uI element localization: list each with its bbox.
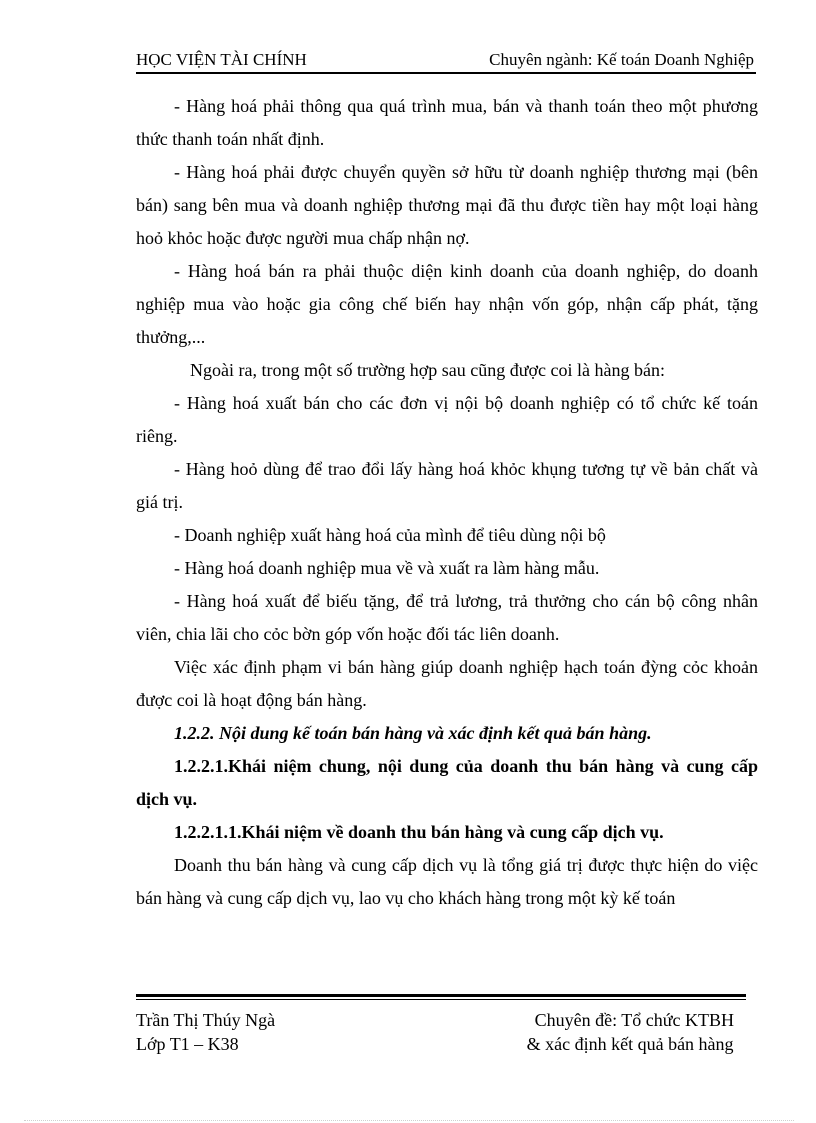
footer-rule-thin: [136, 999, 746, 1000]
paragraph: Việc xác định phạm vi bán hàng giúp doanh nghiệp hạch toán đỳng cỏc khoản được coi là hoạt động bán hàng.: [136, 657, 758, 710]
paragraph: - Hàng hoỏ dùng để trao đổi lấy hàng hoá khỏc khụng tương tự về bản chất và giá trị.: [136, 459, 758, 512]
class-name: Lớp T1 – K38: [136, 1034, 239, 1054]
paragraph: - Hàng hoá phải được chuyển quyền sở hữu từ doanh nghiệp thương mại (bên bán) sang bên mua và doanh nghiệp thương mại đã thu được tiền hay một loại hàng hoỏ khỏc hoặc được người mua chấp nhận nợ.: [136, 162, 758, 248]
topic-block: [527, 1008, 734, 1056]
paragraph: - Hàng hoá phải thông qua quá trình mua, bán và thanh toán theo một phương thức thanh toán nhất định.: [136, 96, 758, 149]
paragraph: - Hàng hoá xuất để biếu tặng, để trả lương, trả thưởng cho cán bộ công nhân viên, chia lãi cho cỏc bờn góp vốn hoặc đối tác liên doanh.: [136, 591, 758, 644]
paragraph: Doanh thu bán hàng và cung cấp dịch vụ là tổng giá trị được thực hiện do việc bán hàng và cung cấp dịch vụ, lao vụ cho khách hàng trong một kỳ kế toán: [136, 855, 758, 908]
paragraph: - Hàng hoá bán ra phải thuộc diện kinh doanh của doanh nghiệp, do doanh nghiệp mua vào hoặc gia công chế biến hay nhận vốn góp, nhận cấp phát, tặng thưởng,...: [136, 261, 758, 347]
specialization: Chuyên ngành: Kế toán Doanh Nghiệp: [489, 50, 754, 69]
document-body: [136, 90, 758, 915]
page-header: [136, 46, 756, 74]
topic-line1: Chuyên đề: Tổ chức KTBH: [534, 1010, 734, 1030]
footer-rule-thick: [136, 994, 746, 997]
paragraph: - Hàng hoá doanh nghiệp mua về và xuất ra làm hàng mẫu.: [174, 558, 600, 578]
page-bottom-dotted-line: [24, 1120, 794, 1121]
subsection-heading: 1.2.2.1.Khái niệm chung, nội dung của doanh thu bán hàng và cung cấp dịch vụ.: [136, 756, 758, 809]
header-rule: [136, 72, 756, 74]
page-footer: [136, 1008, 746, 1068]
subsubsection-heading: 1.2.2.1.1.Khái niệm về doanh thu bán hàng và cung cấp dịch vụ.: [174, 822, 664, 842]
section-heading: 1.2.2. Nội dung kế toán bán hàng và xác định kết quả bán hàng.: [174, 723, 652, 743]
paragraph: Ngoài ra, trong một số trường hợp sau cũng được coi là hàng bán:: [190, 360, 665, 380]
author-name: Trần Thị Thúy Ngà: [136, 1010, 276, 1030]
institution-name: HỌC VIỆN TÀI CHÍNH: [136, 50, 307, 69]
paragraph: - Doanh nghiệp xuất hàng hoá của mình để tiêu dùng nội bộ: [174, 525, 606, 545]
paragraph: - Hàng hoá xuất bán cho các đơn vị nội bộ doanh nghiệp có tổ chức kế toán riêng.: [136, 393, 758, 446]
topic-line2: & xác định kết quả bán hàng: [526, 1034, 734, 1054]
author-block: [136, 1008, 275, 1056]
